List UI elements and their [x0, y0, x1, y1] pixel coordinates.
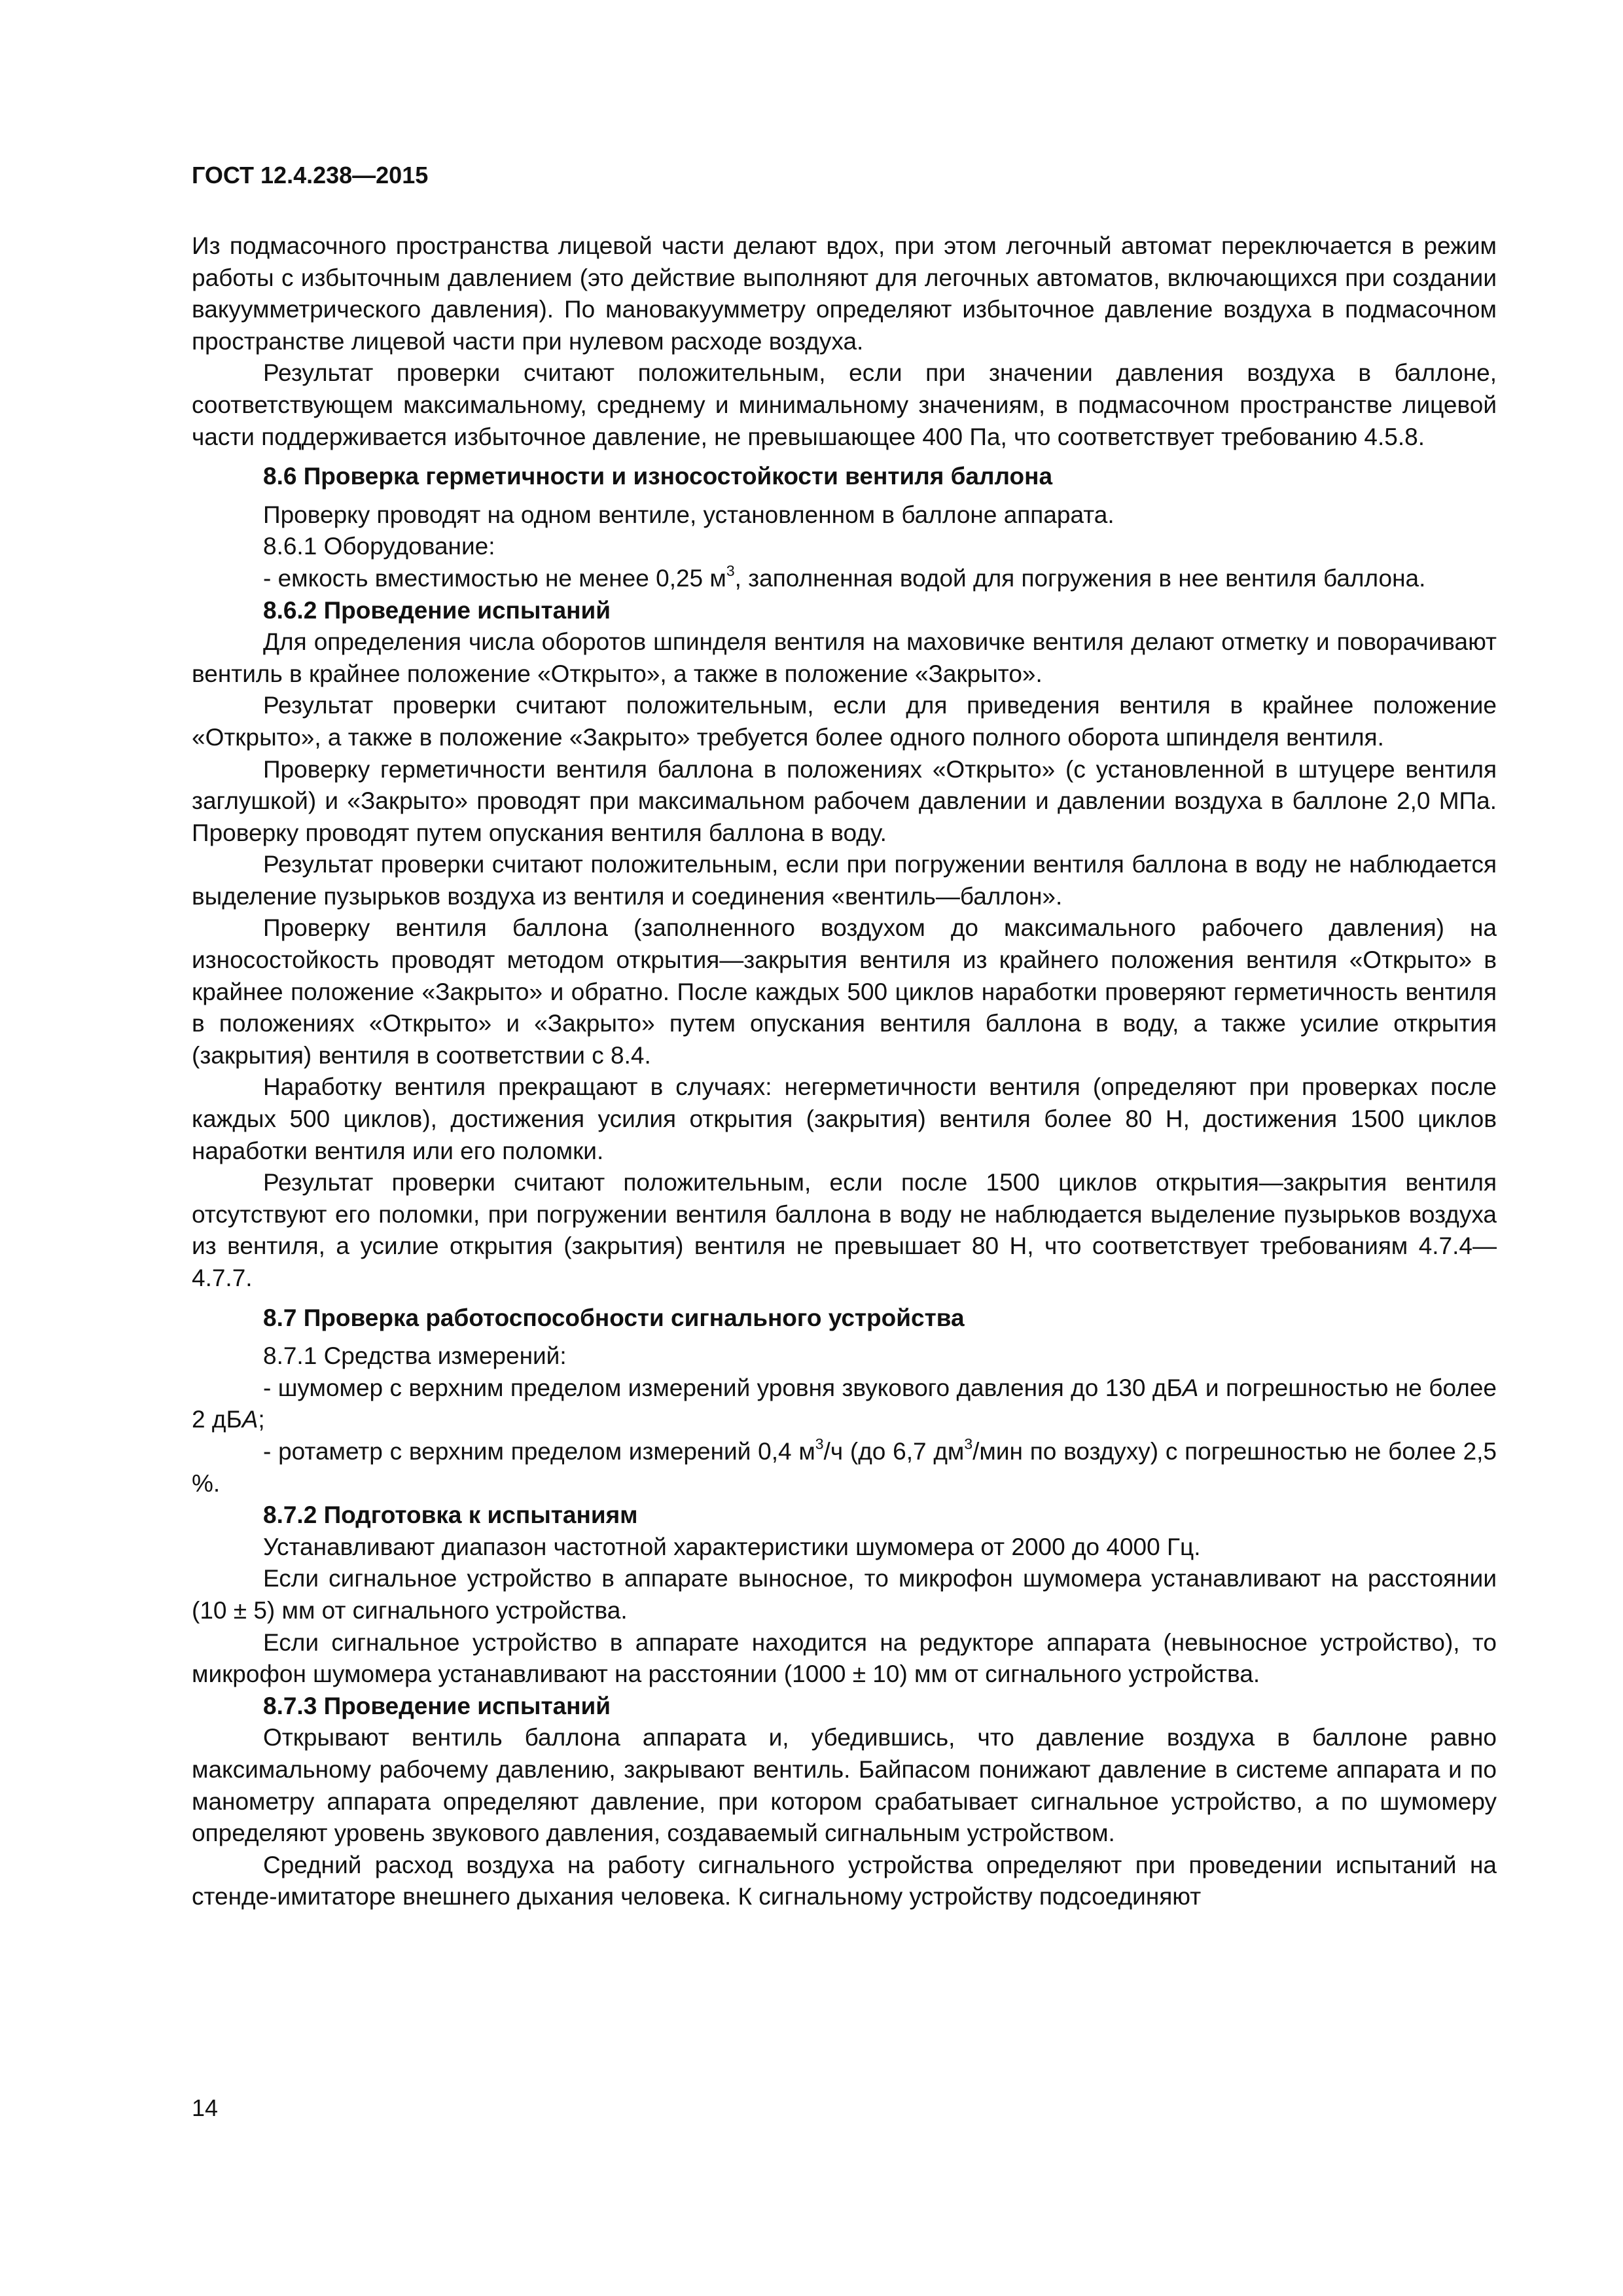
paragraph: Проверку герметичности вентиля баллона в положениях «Открыто» (с установленной в штуцере вентиля заглушкой) и «Закрыто» проводят при максимальном рабочем давлении и давлении воздуха в баллоне 2,0 МПа. Проверку проводят путем опускания вентиля баллона в воду.: [192, 755, 1497, 846]
paragraph: Наработку вентиля прекращают в случаях: негерметичности вентиля (определяют при проверках после каждых 500 циклов), достижения усилия открытия (закрытия) вентиля более 80 Н, достижения 1500 циклов наработки вентиля или его поломки.: [192, 1073, 1497, 1164]
subsection-label: 8.6.1 Оборудование:: [263, 533, 495, 560]
list-item: - шумомер с верхним пределом измерений уровня звукового давления до 130 дБА и погрешностью не более 2 дБА;: [192, 1374, 1497, 1433]
paragraph: Из подмасочного пространства лицевой части делают вдох, при этом легочный автомат переключается в режим работы с избыточным давлением (это действие выполняют для легочных автоматов, включающихся при создании вакуумметрического давления). По мановакуумметру определяют избыточное давление воздуха в подмасочном пространстве лицевой части при нулевом расходе воздуха.: [192, 232, 1497, 355]
paragraph: Для определения числа оборотов шпинделя вентиля на маховичке вентиля делают отметку и поворачивают вентиль в крайнее положение «Открыто», а также в положение «Закрыто».: [192, 628, 1497, 687]
paragraph: Устанавливают диапазон частотной характеристики шумомера от 2000 до 4000 Гц.: [263, 1533, 1201, 1560]
subsection-heading-8-7-2: 8.7.2 Подготовка к испытаниям: [263, 1501, 638, 1529]
document-code: ГОСТ 12.4.238—2015: [192, 162, 429, 188]
paragraph: Проверку вентиля баллона (заполненного воздухом до максимального рабочего давления) на износостойкость проводят методом открытия—закрытия вентиля из крайнего положения вентиля «Открыто» в крайнее положение «Закрыто» и обратно. После каждых 500 циклов наработки проверяют герметичность вентиля в положениях «Открыто» и «Закрыто» путем опускания вентиля баллона в воду, а также усилие открытия (закрытия) вентиля в соответствии с 8.4.: [192, 914, 1497, 1069]
paragraph: Если сигнальное устройство в аппарате выносное, то микрофон шумомера устанавливают на расстоянии (10 ± 5) мм от сигнального устройства.: [192, 1565, 1497, 1624]
paragraph: Результат проверки считают положительным, если после 1500 циклов открытия—закрытия вентиля отсутствуют его поломки, при погружении вентиля баллона в воду не наблюдается выделение пузырьков воздуха из вентиля, а усилие открытия (закрытия) вентиля не превышает 80 Н, что соответствует требованиям 4.7.4—4.7.7.: [192, 1169, 1497, 1291]
page-number: 14: [192, 2094, 219, 2121]
paragraph: Средний расход воздуха на работу сигнального устройства определяют при проведении испытаний на стенде-имитаторе внешнего дыхания человека. К сигнальному устройству подсоединяют: [192, 1851, 1497, 1910]
paragraph: Если сигнальное устройство в аппарате находится на редукторе аппарата (невыносное устройство), то микрофон шумомера устанавливают на расстоянии (1000 ± 10) мм от сигнального устройства.: [192, 1628, 1497, 1688]
subsection-label: 8.7.1 Средства измерений:: [263, 1342, 567, 1370]
paragraph: Открывают вентиль баллона аппарата и, убедившись, что давление воздуха в баллоне равно максимальному рабочему давлению, закрывают вентиль. Байпасом понижают давление в системе аппарата и по манометру аппарата определяют давление, при котором срабатывает сигнальное устройство, а по шумомеру определяют уровень звукового давления, создаваемый сигнальным устройством.: [192, 1724, 1497, 1847]
section-heading-8-7: 8.7 Проверка работоспособности сигнального устройства: [263, 1304, 965, 1331]
subsection-heading-8-7-3: 8.7.3 Проведение испытаний: [263, 1692, 611, 1719]
paragraph: Проверку проводят на одном вентиле, установленном в баллоне аппарата.: [263, 501, 1115, 528]
paragraph: Результат проверки считают положительным, если для приведения вентиля в крайнее положение «Открыто», а также в положение «Закрыто» требуется более одного полного оборота шпинделя вентиля.: [192, 692, 1497, 751]
page-body: [192, 230, 1497, 1913]
subsection-heading-8-6-2: 8.6.2 Проведение испытаний: [263, 596, 611, 624]
list-item: - емкость вместимостью не менее 0,25 $м^3$, заполненная водой для погружения в нее вентиля баллона.: [263, 562, 1426, 592]
paragraph: Результат проверки считают положительным, если при погружении вентиля баллона в воду не наблюдается выделение пузырьков воздуха из вентиля и соединения «вентиль—баллон».: [192, 851, 1497, 910]
list-item: - ротаметр с верхним пределом измерений 0,4 $м^3/ч$ (до 6,7 $дм^3$/мин по воздуху) с погрешностью не более 2,5 %.: [192, 1435, 1497, 1497]
section-heading-8-6: 8.6 Проверка герметичности и износостойкости вентиля баллона: [263, 463, 1053, 490]
paragraph: Результат проверки считают положительным, если при значении давления воздуха в баллоне, соответствующем максимальному, среднему и минимальному значениям, в подмасочном пространстве лицевой части поддерживается избыточное давление, не превышающее 400 Па, что соответствует требованию 4.5.8.: [192, 359, 1497, 450]
